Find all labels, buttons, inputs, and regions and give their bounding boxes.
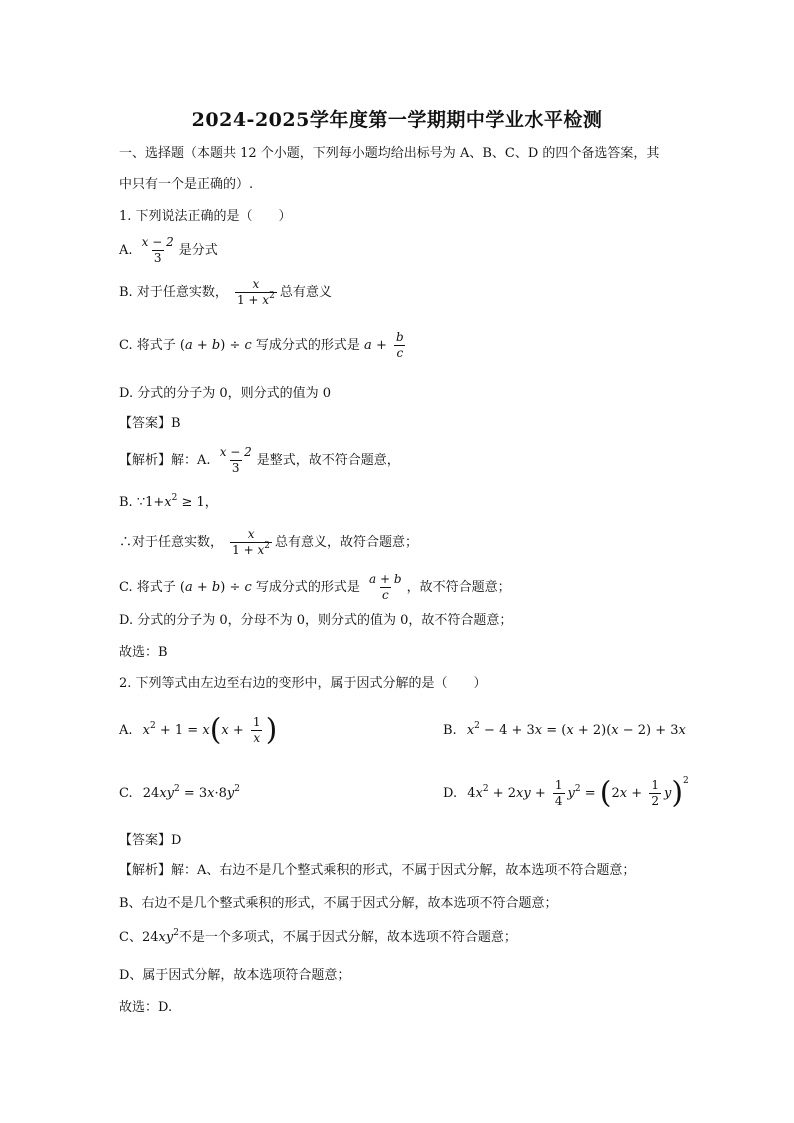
fraction: $\frac{x - 2}{3}$ [141,235,174,265]
math-expression: $1+x^2 \ge 1$ [145,493,205,510]
fraction: $\frac{b}{c}$ [395,330,404,360]
q2-analysis-a: 【解析】解：A、右边不是几个整式乘积的形式，不属于因式分解，故本选项不符合题意； [119,863,636,878]
fraction: $\frac{1}{4}$ [554,778,563,808]
math-expression: $24xy^2$ [141,928,179,945]
fraction: $\frac{x}{1 + x^2}$ [236,277,275,307]
q1-analysis-a: 【解析】解：A. $\frac{x - 2}{3}$ 是整式，故不符合题意， [119,445,400,475]
fraction: $\frac{x - 2}{3}$ [219,445,252,475]
q1-analysis-c: C. 将式子 (a + b) ÷ c 写成分式的形式是 $\frac{a + b}{c}$ ，故不符合题意； [119,572,511,602]
q2-answer: 【答案】D [119,833,182,848]
math-expression: a + [364,338,391,353]
q2-analysis-b: B、右边不是几个整式乘积的形式，不属于因式分解，故本选项不符合题意； [119,896,558,911]
q2-option-d: D. $4x^2 + 2xy$ + $\frac{1}{4}$ $y^2 = (2x$ + $\frac{1}{2}$ y)$^2$ [443,775,689,811]
q2-analysis-d: D、属于因式分解，故本选项符合题意； [119,968,351,983]
math-expression: $x^2 - 4 + 3x = (x + 2)(x - 2) + 3x$ [466,721,686,738]
page-title: 2024-2025学年度第一学期期中学业水平检测 [191,109,603,131]
q1-analysis-b-conclusion: ∴对于任意实数， $\frac{x}{1 + x^2}$ 总有意义，故符合题意； [119,527,419,557]
fraction: $\frac{1}{2}$ [651,778,659,808]
math-expression: $4x^2 + 2xy$ + [467,784,550,801]
q1-option-d: D. 分式的分子为 0，则分式的值为 0 [119,386,332,401]
fraction: $\frac{x}{1 + x^2}$ [232,527,270,557]
fraction: $\frac{a + b}{c}$ [369,572,402,602]
q2-option-c: C. $24xy^2 = 3x\cdot 8y^2$ [119,784,241,801]
fraction: $\frac{1}{x}$ [252,715,261,745]
q2-option-b: B. $x^2 - 4 + 3x = (x + 2)(x - 2) + 3x$ [443,721,686,738]
q1-option-b: B. 对于任意实数， $\frac{x}{1 + x^2}$ 总有意义 [119,277,332,307]
q1-choose: 故选：B [119,645,168,660]
q1-stem: 1. 下列说法正确的是（ ） [119,209,292,224]
q1-answer: 【答案】B [119,416,181,431]
section-instructions-line-2: 中只有一个是正确的）. [119,177,254,192]
section-instructions-line-1: 一、选择题（本题共 12 个小题，下列每小题均给出标号为 A、B、C、D 的四个备选答案，其 [119,146,660,161]
q2-choose: 故选：D. [119,1000,173,1015]
math-expression: $x^2 + 1 = x$ [142,721,210,738]
q1-analysis-b: B. $\because 1+x^2 \ge 1$， [119,493,218,510]
math-expression: $24xy^2 = 3x\cdot 8y^2$ [142,784,241,801]
q1-option-a: A. $\frac{x - 2}{3}$ 是分式 [119,235,218,265]
math-expression: (a + b) ÷ c [179,580,252,595]
q2-stem: 2. 下列等式由左边至右边的变形中，属于因式分解的是（ ） [119,676,487,691]
math-expression: (a + b) ÷ c [179,338,252,353]
q1-option-c: C. 将式子 (a + b) ÷ c 写成分式的形式是 a + $\frac{b}{c}$ [119,330,404,360]
q2-analysis-c: C、$24xy^2$不是一个多项式，不属于因式分解，故本选项不符合题意； [119,928,517,945]
q1-analysis-d: D. 分式的分子为 0，分母不为 0，则分式的值为 0，故不符合题意； [119,613,513,628]
q2-option-a: A. $x^2 + 1 = x(x$ + $\frac{1}{x}$ ) [119,712,278,748]
